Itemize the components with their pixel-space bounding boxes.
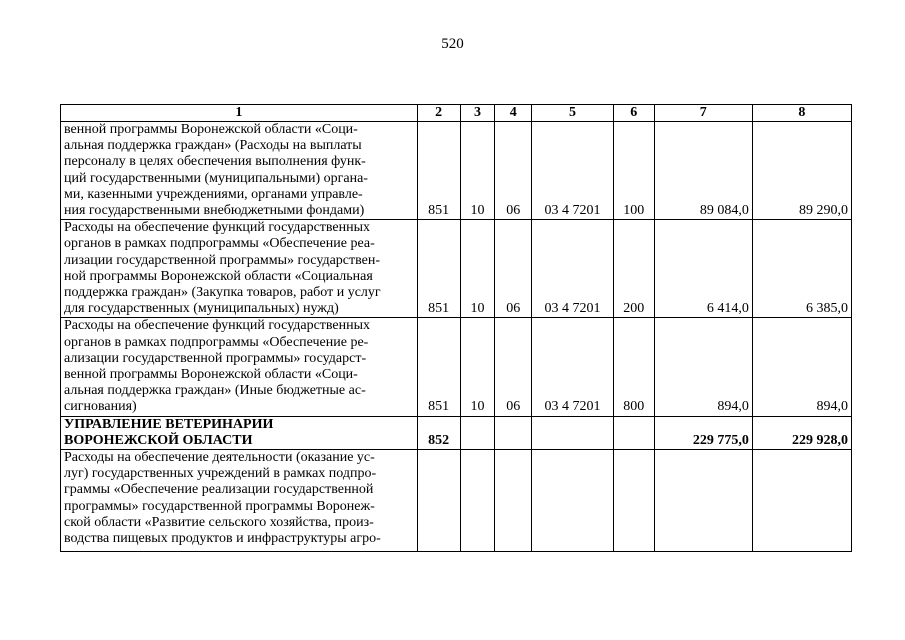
amount-col-8: 6 385,0 (752, 220, 851, 318)
header-cell-6: 6 (613, 105, 654, 122)
amount-col-8: 229 928,0 (752, 416, 851, 449)
amount-col-7: 89 084,0 (654, 122, 752, 220)
description-line: граммы «Обеспечение реализации государственной (64, 482, 374, 498)
description-line: ВОРОНЕЖСКОЙ ОБЛАСТИ (64, 432, 253, 448)
expense-type-code: 200 (613, 220, 654, 318)
expense-type-code: 100 (613, 122, 654, 220)
amount-col-7: 6 414,0 (654, 220, 752, 318)
description-line: венной программы Воронежской области «Соци- (64, 367, 358, 383)
department-name (61, 416, 418, 449)
header-cell-7: 7 (654, 105, 752, 122)
description-line: персоналу в целях обеспечения выполнения функ- (64, 154, 366, 170)
ministry-code: 851 (417, 318, 460, 416)
row-description (61, 122, 418, 220)
table-row (61, 450, 852, 552)
subsection-code (495, 416, 532, 449)
description-line: ской области «Развитие сельского хозяйства, произ- (64, 514, 374, 530)
table-row (61, 318, 852, 416)
section-code (460, 416, 495, 449)
description-line: Расходы на обеспечение функций государственных (64, 318, 371, 334)
description-line: поддержка граждан» (Закупка товаров, работ и услуг (64, 285, 381, 301)
expense-type-code (613, 416, 654, 449)
amount-col-7: 894,0 (654, 318, 752, 416)
amount-col-7: 229 775,0 (654, 416, 752, 449)
section-code: 10 (460, 318, 495, 416)
row-description (61, 220, 418, 318)
subsection-code: 06 (495, 318, 532, 416)
ministry-code: 851 (417, 220, 460, 318)
description-line: органов в рамках подпрограммы «Обеспечение ре- (64, 334, 369, 350)
row-description (61, 318, 418, 416)
description-line: альная поддержка граждан» (Иные бюджетные ас- (64, 383, 366, 399)
target-article-code: 03 4 7201 (532, 220, 614, 318)
section-code: 10 (460, 220, 495, 318)
description-line: луг) государственных учреждений в рамках подпро- (64, 466, 377, 482)
description-line: ми, казенными учреждениями, органами управле- (64, 186, 363, 202)
description-line: Расходы на обеспечение функций государственных (64, 220, 371, 236)
table-row-department (61, 416, 852, 449)
row-description (61, 450, 418, 552)
table-row (61, 122, 852, 220)
subsection-code (495, 450, 532, 552)
description-line: альная поддержка граждан» (Расходы на выплаты (64, 138, 362, 154)
description-line: ций государственными (муниципальными) органа- (64, 170, 368, 186)
header-cell-4: 4 (495, 105, 532, 122)
expense-type-code: 800 (613, 318, 654, 416)
header-cell-8: 8 (752, 105, 851, 122)
header-cell-3: 3 (460, 105, 495, 122)
expense-type-code (613, 450, 654, 552)
subsection-code: 06 (495, 220, 532, 318)
subsection-code: 06 (495, 122, 532, 220)
budget-table (60, 104, 852, 552)
amount-col-8 (752, 450, 851, 552)
ministry-code: 852 (417, 416, 460, 449)
description-line: венной программы Воронежской области «Соци- (64, 122, 358, 137)
target-article-code: 03 4 7201 (532, 318, 614, 416)
target-article-code: 03 4 7201 (532, 122, 614, 220)
ministry-code: 851 (417, 122, 460, 220)
description-line: УПРАВЛЕНИЕ ВЕТЕРИНАРИИ (64, 416, 274, 432)
target-article-code (532, 450, 614, 552)
target-article-code (532, 416, 614, 449)
amount-col-8: 894,0 (752, 318, 851, 416)
description-line: ной программы Воронежской области «Социальная (64, 268, 373, 284)
description-line: программы» государственной программы Воронеж- (64, 498, 375, 514)
table-row (61, 220, 852, 318)
description-line: лизации государственной программы» государствен- (64, 252, 381, 268)
header-cell-5: 5 (532, 105, 614, 122)
header-cell-2: 2 (417, 105, 460, 122)
page-number: 520 (441, 36, 464, 52)
description-line: органов в рамках подпрограммы «Обеспечение реа- (64, 236, 375, 252)
description-line: для государственных (муниципальных) нужд) (64, 301, 339, 317)
section-code: 10 (460, 122, 495, 220)
description-line: водства пищевых продуктов и инфраструктуры агро- (64, 531, 381, 547)
description-line: Расходы на обеспечение деятельности (оказание ус- (64, 450, 375, 466)
amount-col-7 (654, 450, 752, 552)
amount-col-8: 89 290,0 (752, 122, 851, 220)
header-cell-1: 1 (61, 105, 418, 122)
ministry-code (417, 450, 460, 552)
description-line: ния государственными внебюджетными фондами) (64, 203, 365, 219)
section-code (460, 450, 495, 552)
description-line: ализации государственной программы» государст- (64, 350, 367, 366)
description-line: сигнования) (64, 399, 137, 415)
header-row (61, 105, 852, 122)
